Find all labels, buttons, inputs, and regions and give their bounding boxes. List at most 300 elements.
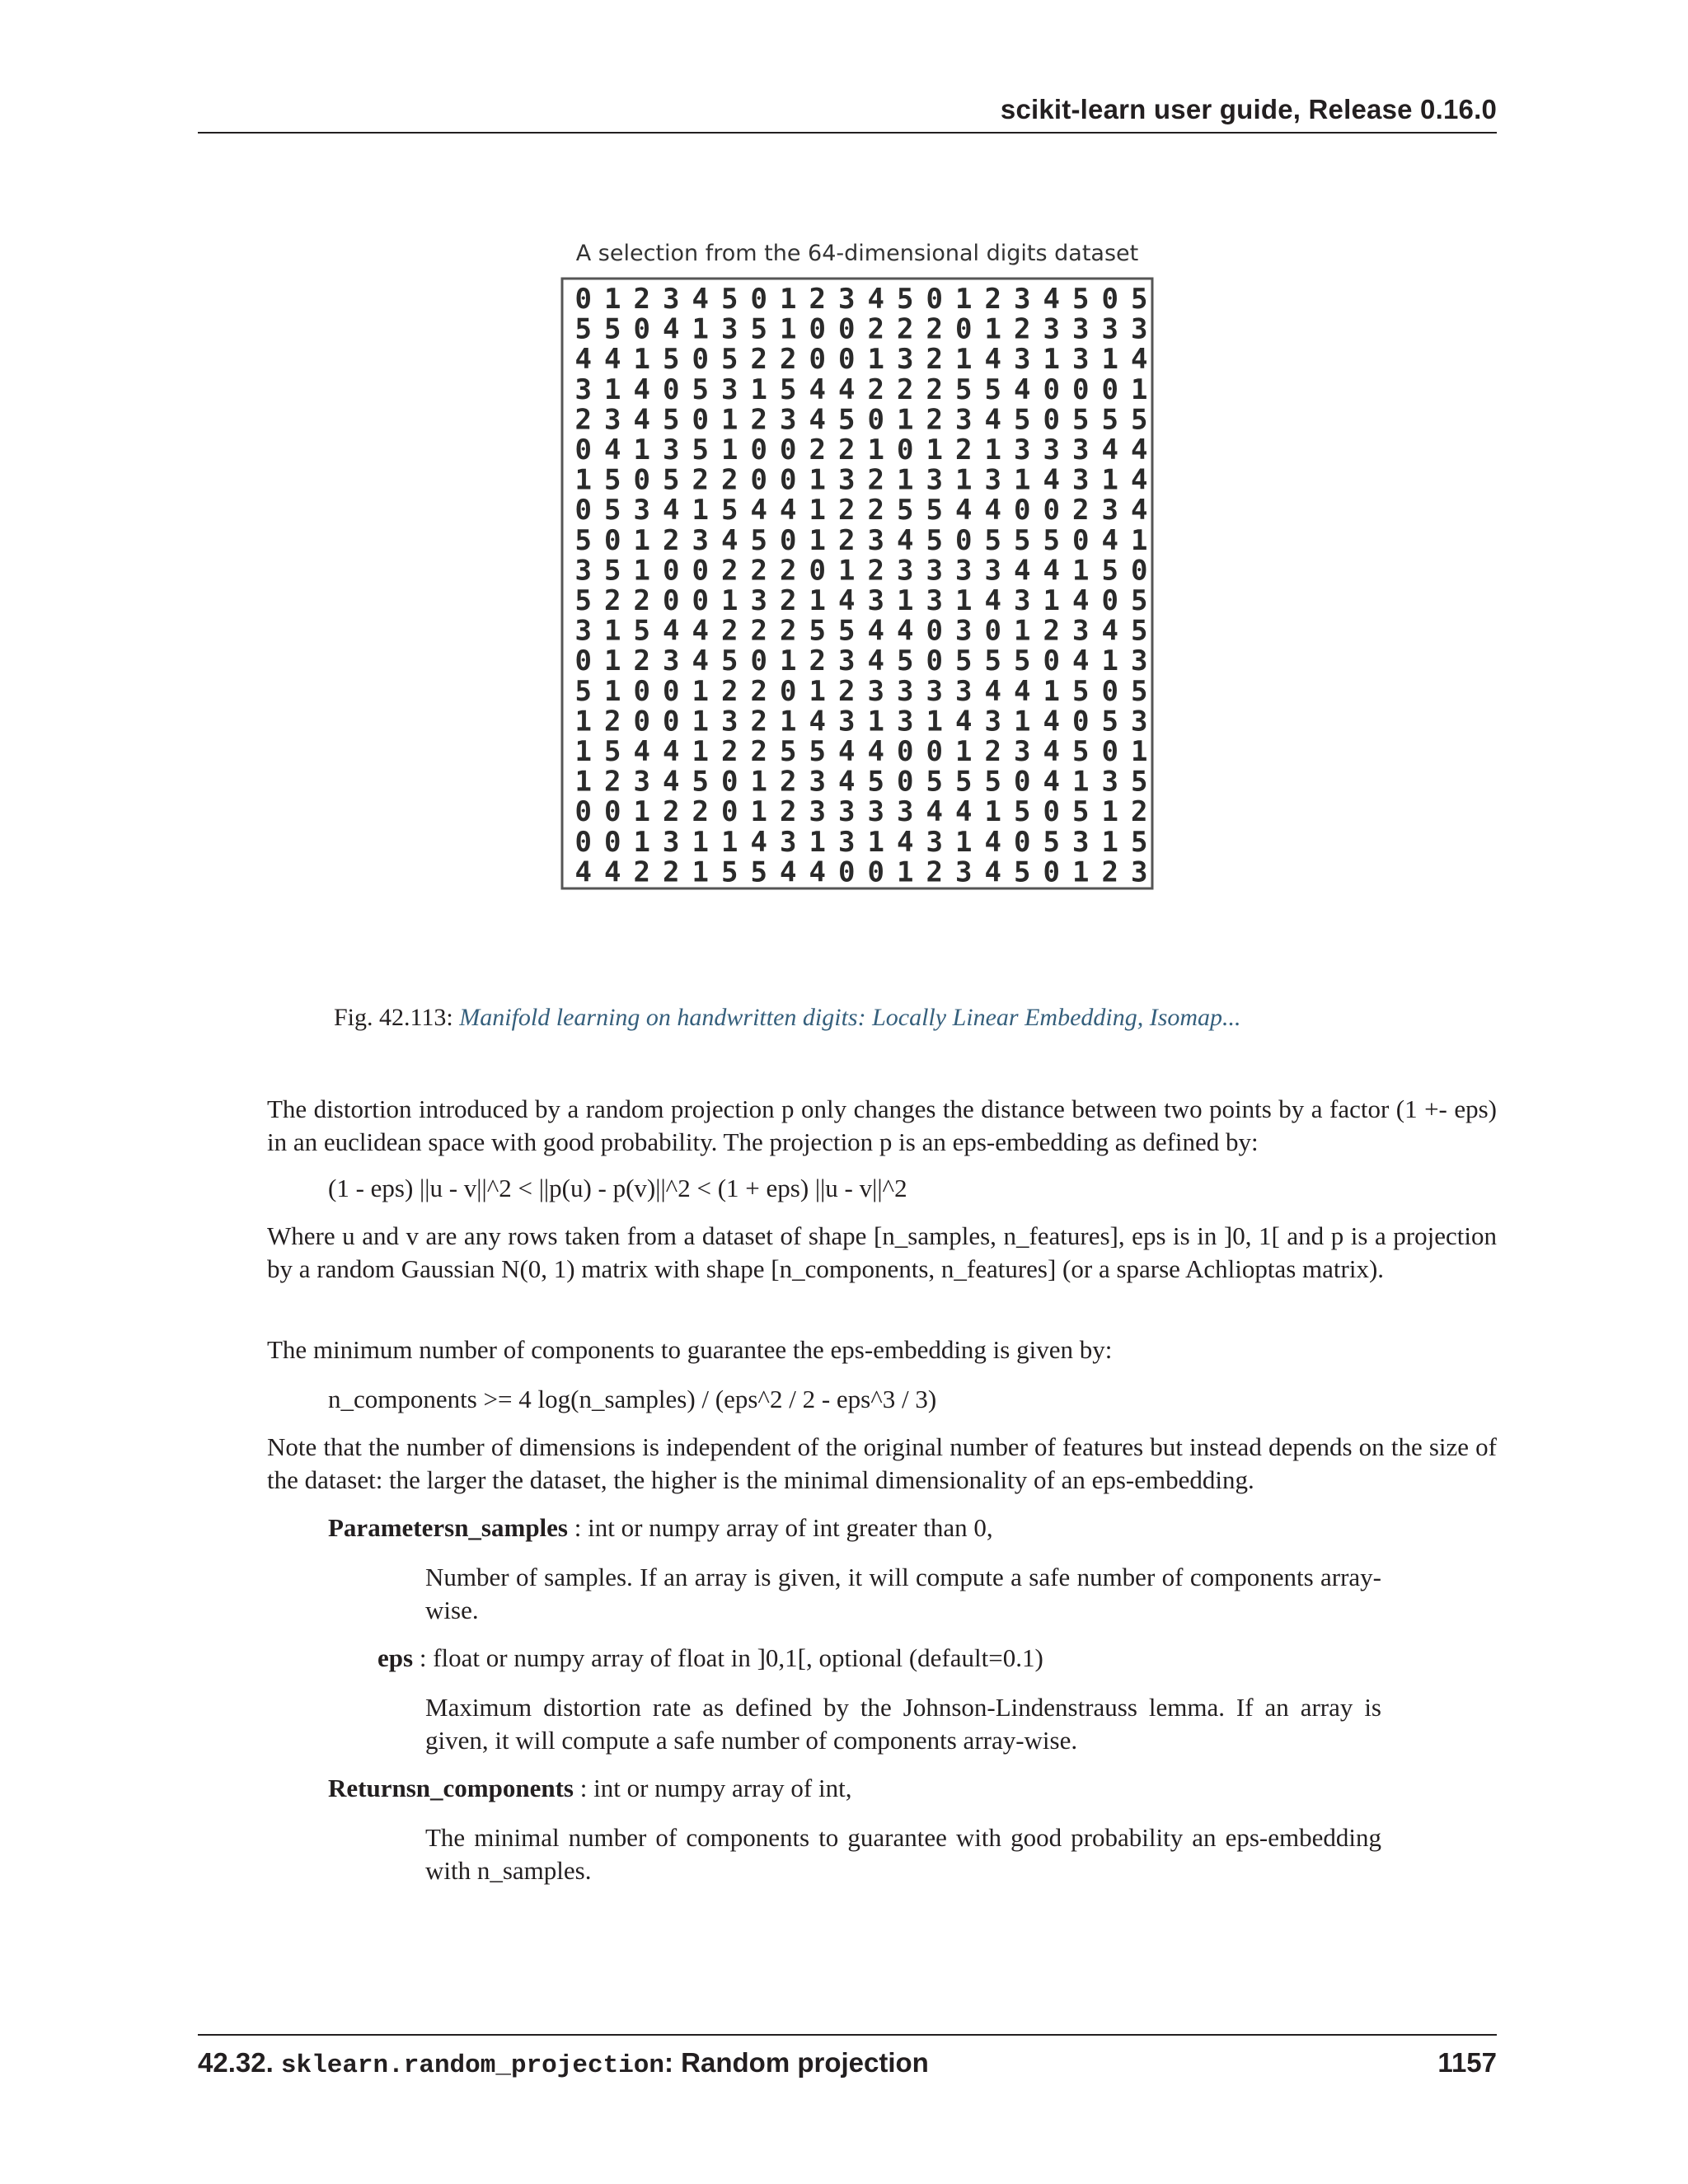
footer-section[interactable] [198,2047,929,2080]
digit-cell: 0 [1072,705,1090,738]
digit-cell: 3 [1072,312,1090,346]
digit-cell: 2 [574,403,592,437]
return-n-components [328,1772,851,1805]
page-number: 1157 [1437,2047,1497,2078]
digit-cell: 4 [604,855,621,889]
digit-cell: 4 [984,403,1001,437]
caption-link[interactable]: Manifold learning on handwritten digits: Locally Linear Embedding, Isomap... [459,1004,1241,1031]
paragraph-text: Where u and v are any rows taken from a dataset of shape [n_samples, n_features], eps is in ]0, 1[ and p is a projection by a random Gaussian N(0, 1) matrix with shape [n_components, n_features] (or a sparse Achlioptas matrix). [267,1221,1497,1283]
digit-cell: 3 [955,554,973,588]
digit-cell: 4 [1043,554,1060,588]
digit-cell: 2 [926,312,943,346]
digit-cell: 5 [692,765,709,799]
digit-cell: 1 [692,312,709,346]
digit-cell: 5 [1072,795,1090,829]
digit-cell: 5 [1043,825,1060,859]
digit-cell: 1 [897,584,914,618]
digit-cell: 4 [692,283,709,316]
digit-cell: 0 [926,644,943,678]
digit-cell: 4 [984,584,1001,618]
digit-cell: 5 [1014,795,1031,829]
digit-cell: 1 [1043,584,1060,618]
digit-cell: 3 [1072,614,1090,648]
digit-cell: 0 [750,644,767,678]
digit-cell: 0 [955,523,973,557]
digit-cell: 1 [780,705,797,738]
digit-cell: 3 [955,674,973,708]
digit-cell: 4 [604,434,621,467]
digit-cell: 0 [574,795,592,829]
digit-cell: 2 [692,463,709,497]
digit-cell: 0 [663,584,680,618]
digit-cell: 3 [1131,705,1148,738]
digit-cell: 5 [984,765,1001,799]
equation-min-components: n_components >= 4 log(n_samples) / (eps^2 / 2 - eps^3 / 3) [328,1385,937,1413]
digit-cell: 0 [721,765,738,799]
digit-cell: 0 [633,312,650,346]
digit-cell: 3 [838,283,856,316]
digit-cell: 3 [574,554,592,588]
digit-cell: 4 [574,343,592,377]
digit-cell: 5 [721,343,738,377]
digit-cell: 2 [604,765,621,799]
digit-cell: 0 [692,343,709,377]
digit-cell: 1 [692,494,709,527]
digit-cell: 4 [1072,584,1090,618]
digit-cell: 4 [955,494,973,527]
digit-cell: 2 [750,554,767,588]
digit-cell: 1 [780,312,797,346]
param-n-samples [328,1511,993,1544]
digit-cell: 3 [721,312,738,346]
digit-cell: 0 [574,494,592,527]
digit-cell: 4 [838,735,856,769]
digit-cell: 1 [692,705,709,738]
digit-cell: 1 [955,735,973,769]
digit-cell: 0 [955,312,973,346]
digit-cell: 3 [897,705,914,738]
digit-cell: 0 [574,434,592,467]
digit-cell: 1 [1072,554,1090,588]
digit-cell: 3 [663,644,680,678]
digit-cell: 3 [663,283,680,316]
digit-cell: 1 [867,343,884,377]
digit-cell: 4 [955,705,973,738]
digit-cell: 1 [780,283,797,316]
digit-cell: 4 [663,765,680,799]
digit-cell: 5 [1014,523,1031,557]
digit-cell: 1 [604,373,621,406]
digit-cell: 4 [1131,494,1148,527]
digit-cell: 3 [984,554,1001,588]
digit-cell: 4 [663,614,680,648]
digit-cell: 4 [809,403,826,437]
digit-cell: 1 [633,825,650,859]
digit-cell: 0 [984,614,1001,648]
digit-cell: 2 [780,584,797,618]
digit-cell: 1 [633,434,650,467]
digit-cell: 5 [1101,554,1118,588]
digit-cell: 3 [604,403,621,437]
digit-cell: 2 [867,312,884,346]
digit-cell: 2 [1043,614,1060,648]
digit-cell: 5 [955,373,973,406]
digit-cell: 0 [780,523,797,557]
digit-cell: 1 [984,795,1001,829]
digit-cell: 3 [1043,434,1060,467]
digit-cell: 0 [574,644,592,678]
digit-cell: 3 [867,584,884,618]
digit-cell: 0 [926,283,943,316]
digit-cell: 5 [1014,855,1031,889]
digit-cell: 1 [955,584,973,618]
figure-caption [334,1004,1241,1032]
digit-cell: 3 [1072,463,1090,497]
digit-cell: 0 [1014,825,1031,859]
digit-cell: 5 [1072,403,1090,437]
digit-cell: 5 [750,855,767,889]
digit-cell: 2 [809,434,826,467]
digit-cell: 1 [1014,614,1031,648]
digit-cell: 3 [1101,312,1118,346]
digit-cell: 1 [721,434,738,467]
digit-cell: 4 [897,523,914,557]
digit-cell: 1 [955,463,973,497]
digit-cell: 5 [574,312,592,346]
digit-cell: 2 [750,614,767,648]
digit-cell: 2 [926,343,943,377]
digit-cell: 0 [1101,373,1118,406]
digit-cell: 5 [1131,403,1148,437]
digit-cell: 0 [838,312,856,346]
digit-cell: 2 [750,674,767,708]
digit-cell: 1 [897,463,914,497]
digit-cell: 2 [692,795,709,829]
page-header [198,91,1497,134]
digit-cell: 5 [1131,614,1148,648]
digit-cell: 1 [838,554,856,588]
digit-cell: 1 [750,373,767,406]
digit-cell: 3 [838,825,856,859]
digit-cell: 5 [663,463,680,497]
digit-cell: 2 [633,584,650,618]
digit-cell: 4 [1101,523,1118,557]
digit-cell: 1 [633,343,650,377]
digit-cell: 2 [926,403,943,437]
digit-cell: 2 [780,343,797,377]
digit-cell: 3 [574,614,592,648]
digit-cell: 5 [1072,735,1090,769]
digit-cell: 2 [780,765,797,799]
digit-cell: 3 [926,674,943,708]
digit-cell: 4 [1101,434,1118,467]
digit-cell: 3 [1072,825,1090,859]
digit-cell: 4 [897,614,914,648]
digit-cell: 0 [897,765,914,799]
digit-cell: 0 [663,554,680,588]
digit-cell: 1 [955,343,973,377]
digit-cell: 2 [663,523,680,557]
digit-cell: 0 [838,855,856,889]
digit-cell: 1 [604,614,621,648]
digit-cell: 2 [838,523,856,557]
digit-cell: 3 [897,554,914,588]
digit-cell: 1 [692,674,709,708]
digit-cell: 3 [692,523,709,557]
returns-heading: Returns [328,1774,416,1802]
paragraph-min-components [267,1333,1497,1366]
digit-cell: 1 [1101,343,1118,377]
digit-cell: 5 [1043,523,1060,557]
digit-cell: 3 [838,795,856,829]
digit-cell: 2 [838,434,856,467]
digit-cell: 5 [955,765,973,799]
digit-cell: 1 [1131,373,1148,406]
digit-cell: 1 [604,644,621,678]
digit-cell: 0 [663,705,680,738]
digit-cell: 1 [809,584,826,618]
digit-cell: 5 [721,644,738,678]
digit-cell: 1 [984,312,1001,346]
paragraph-note [267,1431,1497,1497]
digit-cell: 2 [721,614,738,648]
digit-cell: 2 [633,644,650,678]
digit-cell: 5 [1131,765,1148,799]
digit-cell: 1 [604,283,621,316]
digit-cell: 1 [809,494,826,527]
digit-cell: 1 [692,825,709,859]
digit-cell: 0 [809,343,826,377]
digit-cell: 4 [838,584,856,618]
param-name: eps [377,1643,414,1672]
digit-cell: 2 [838,494,856,527]
parameters-heading: Parameters [328,1513,455,1542]
digit-cell: 4 [633,735,650,769]
digit-cell: 5 [1072,283,1090,316]
digit-cell: 3 [897,674,914,708]
digit-cell: 2 [897,373,914,406]
digit-cell: 5 [984,644,1001,678]
digit-cell: 1 [633,523,650,557]
digit-cell: 4 [1043,735,1060,769]
digit-cell: 3 [1043,312,1060,346]
digit-cell: 2 [1014,312,1031,346]
digit-cell: 3 [1072,434,1090,467]
digit-cell: 0 [926,614,943,648]
digit-cell: 2 [1101,855,1118,889]
digit-cell: 3 [1014,283,1031,316]
digit-cell: 3 [1014,434,1031,467]
digit-cell: 0 [750,283,767,316]
paragraph-definitions [267,1220,1497,1286]
digit-cell: 5 [838,614,856,648]
digit-cell: 0 [633,705,650,738]
digit-cell: 1 [1043,343,1060,377]
digit-cell: 4 [809,855,826,889]
digit-cell: 0 [1101,735,1118,769]
digit-cell: 0 [1101,283,1118,316]
digit-cell: 1 [1101,463,1118,497]
digit-cell: 2 [663,795,680,829]
digit-cell: 1 [955,825,973,859]
digit-cell: 1 [1131,735,1148,769]
digit-cell: 0 [604,795,621,829]
figure-title: A selection from the 64-dimensional digits dataset [575,241,1139,266]
digit-cell: 3 [633,494,650,527]
digit-cell: 4 [1014,373,1031,406]
param-eps-desc: Maximum distortion rate as defined by the Johnson-Lindenstrauss lemma. If an array is given, it will compute a safe number of components array-wise. [425,1693,1381,1755]
digit-cell: 4 [984,343,1001,377]
digit-cell: 4 [604,343,621,377]
digit-cell: 0 [1072,523,1090,557]
digit-cell: 5 [1072,674,1090,708]
digit-cell: 4 [633,403,650,437]
digit-cell: 0 [1101,674,1118,708]
digit-cell: 4 [984,494,1001,527]
digit-cell: 0 [692,584,709,618]
digit-cell: 4 [633,373,650,406]
param-n-samples-desc: Number of samples. If an array is given, it will compute a safe number of components array-wise. [425,1563,1381,1624]
digit-cell: 1 [633,795,650,829]
digit-cell: 0 [867,403,884,437]
digit-cell: 4 [984,674,1001,708]
digit-cell: 3 [1131,312,1148,346]
digit-cell: 5 [780,735,797,769]
digit-cell: 5 [1131,674,1148,708]
digit-cell: 5 [955,644,973,678]
digit-cell: 0 [1043,855,1060,889]
page-footer [198,2034,1497,2085]
equation-eps-embedding: (1 - eps) ||u - v||^2 < ||p(u) - p(v)||^2 < (1 + eps) ||u - v||^2 [328,1174,907,1202]
digit-cell: 5 [604,312,621,346]
digit-cell: 2 [604,705,621,738]
digit-cell: 1 [984,434,1001,467]
digit-cell: 4 [867,644,884,678]
digit-cell: 4 [1043,705,1060,738]
digit-cell: 0 [780,674,797,708]
digit-cell: 2 [838,674,856,708]
digit-cell: 1 [1101,644,1118,678]
digit-cell: 3 [926,463,943,497]
return-type: : int or numpy array of int, [573,1774,852,1802]
digit-cell: 2 [780,795,797,829]
return-n-components-desc: The minimal number of components to guarantee with good probability an eps-embedding with n_samples. [425,1823,1381,1885]
digit-cell: 4 [838,765,856,799]
digit-cell: 2 [750,343,767,377]
digit-cell: 3 [809,765,826,799]
digit-cell: 0 [750,463,767,497]
param-eps [377,1642,1043,1675]
paragraph-text: The minimum number of components to guarantee the eps-embedding is given by: [267,1335,1113,1364]
digit-cell: 4 [926,795,943,829]
digit-cell: 1 [867,434,884,467]
digit-cell: 2 [897,312,914,346]
return-name: n_components [415,1774,574,1802]
digit-cell: 1 [721,403,738,437]
digit-cell: 4 [867,735,884,769]
digit-cell: 5 [604,554,621,588]
digit-cell: 0 [1014,765,1031,799]
digit-cell: 4 [984,855,1001,889]
digit-cell: 1 [809,825,826,859]
digit-cell: 3 [721,373,738,406]
digit-cell: 5 [897,494,914,527]
digit-cell: 1 [1072,765,1090,799]
digit-cell: 0 [1131,554,1148,588]
digit-cell: 5 [721,283,738,316]
digit-cell: 2 [984,735,1001,769]
digit-cell: 3 [897,795,914,829]
digit-cell: 4 [809,705,826,738]
digit-cell: 0 [750,434,767,467]
param-type: : int or numpy array of int greater than 0, [568,1513,993,1542]
digit-cell: 0 [897,735,914,769]
digit-cell: 1 [1131,523,1148,557]
digit-cell: 5 [574,523,592,557]
digit-cell: 5 [897,283,914,316]
digit-cell: 2 [750,735,767,769]
digit-cell: 4 [692,614,709,648]
section-title: : Random projection [664,2047,929,2078]
digit-cell: 1 [750,765,767,799]
digit-cell: 5 [838,403,856,437]
digit-cell: 3 [984,463,1001,497]
paragraph-text: The distortion introduced by a random projection p only changes the distance between two points by a factor (1 +- eps) in an euclidean space with good probability. The projection p is an eps-embedding as defined by: [267,1094,1497,1156]
digit-cell: 4 [1014,554,1031,588]
digit-cell: 0 [692,403,709,437]
digit-cell: 3 [809,795,826,829]
digit-cell: 0 [926,735,943,769]
digit-cell: 5 [604,735,621,769]
param-name: n_samples [454,1513,568,1542]
digit-cell: 2 [955,434,973,467]
digit-cell: 5 [867,765,884,799]
digit-cell: 1 [721,584,738,618]
digit-cell: 3 [780,403,797,437]
digit-cell: 2 [604,584,621,618]
digit-cell: 5 [926,494,943,527]
digit-cell: 0 [663,674,680,708]
caption-label: Fig. 42.113: [334,1004,460,1031]
digit-cell: 3 [1014,735,1031,769]
digit-cell: 1 [604,674,621,708]
digit-cell: 0 [692,554,709,588]
digit-cell: 1 [574,705,592,738]
digit-cell: 3 [721,705,738,738]
digit-cell: 1 [721,825,738,859]
digit-cell: 1 [809,674,826,708]
digit-cell: 2 [780,554,797,588]
digit-cell: 2 [721,463,738,497]
digit-cell: 5 [1014,644,1031,678]
digit-cell: 4 [780,855,797,889]
digit-cell: 1 [1043,674,1060,708]
digit-cell: 2 [721,735,738,769]
digit-cell: 4 [574,855,592,889]
digit-cell: 0 [867,855,884,889]
digit-cell: 3 [574,373,592,406]
digit-cell: 4 [692,644,709,678]
digit-cell: 4 [1014,674,1031,708]
digit-cell: 3 [955,403,973,437]
digit-cell: 5 [984,373,1001,406]
digit-cell: 5 [633,614,650,648]
digit-cell: 0 [574,825,592,859]
digit-cell: 4 [1101,614,1118,648]
digit-cell: 0 [1043,795,1060,829]
digit-cell: 4 [1131,434,1148,467]
digit-cell: 4 [955,795,973,829]
